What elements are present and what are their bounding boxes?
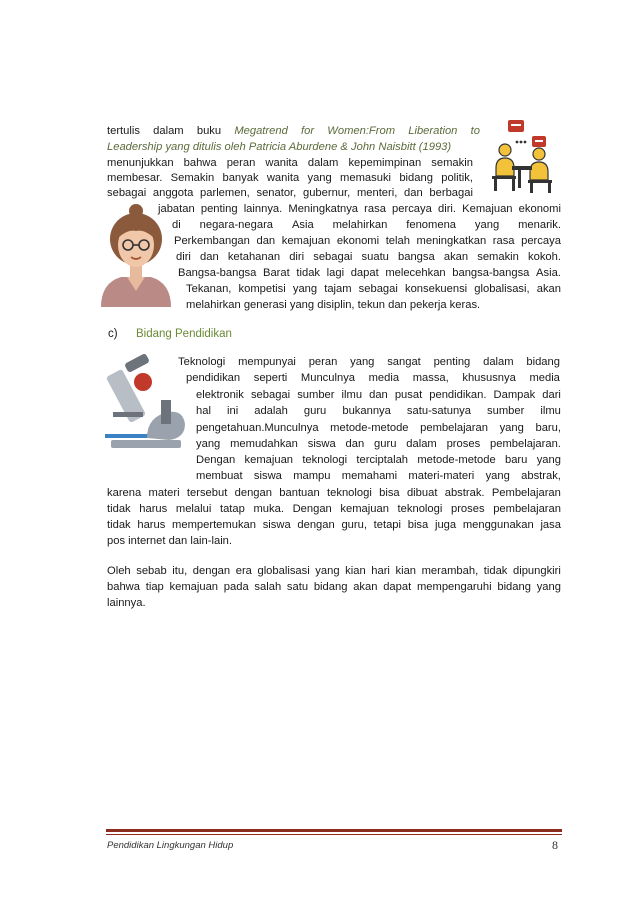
p2-line-11: tidak harus mempertemukan siswa dengan guru, tetapi bisa juga menggunakan jasa xyxy=(107,519,561,531)
p2-line-4: hal ini adalah guru bukannya satu-satunya sumber ilmu xyxy=(196,405,561,417)
footer-rule-thin xyxy=(106,834,562,835)
p3-line-3: lainnya. xyxy=(107,597,146,609)
p2-line-3: elektronik sebagai sumber ilmu dan pusat pendidikan. Dampak dari xyxy=(196,389,561,401)
p1-line-1: tertulis dalam buku Megatrend for Women:From Liberation to xyxy=(107,125,480,137)
p1-line-4: membesar. Semakin banyak wanita yang memasuki bidang politik, xyxy=(107,172,473,184)
p2-line-6: yang memudahkan siswa dan guru dalam proses pembelajaran. xyxy=(196,438,561,450)
p2-line-9: karena materi tersebut dengan bantuan teknologi bisa dibuat abstrak. Pembelajaran xyxy=(107,487,561,499)
p2-line-2: pendidikan seperti Munculnya media massa, khususnya media xyxy=(186,372,560,384)
p2-line-7: Dengan kemajuan teknologi terciptalah metode-metode baru yang xyxy=(196,454,561,466)
footer-title: Pendidikan Lingkungan Hidup xyxy=(107,840,234,851)
p1-line-7: di negara-negara Asia melahirkan fenomena yang menarik. xyxy=(172,219,561,231)
p2-line-5: pengetahuan.Munculnya metode-metode pembelajaran yang baru, xyxy=(196,422,561,434)
p1-line-5: sebagai anggota parlemen, senator, gubernur, menteri, dan berbagai xyxy=(107,187,473,199)
p1-line-2: Leadership yang ditulis oleh Patricia Aburdene & John Naisbitt (1993) xyxy=(107,141,452,153)
woman-avatar-icon xyxy=(97,203,175,309)
p1-line-8: Perkembangan dan kemajuan ekonomi telah meningkatkan rasa percaya xyxy=(174,235,561,247)
p1-line-11: Tekanan, kompetisi yang tajam sebagai konsekuensi globalisasi, akan xyxy=(186,283,561,295)
section-title: Bidang Pendidikan xyxy=(136,328,232,340)
p1-line-12: melahirkan generasi yang disiplin, tekun dan pekerja keras. xyxy=(186,299,481,311)
p1-line-9: diri dan ketahanan diri sebagai suatu bangsa akan semakin kokoh. xyxy=(176,251,561,263)
p3-line-2: bahwa tiap kemajuan pada salah satu bidang akan dapat mempengaruhi bidang yang xyxy=(107,581,561,593)
p2-line-8: membuat siswa mampu memahami materi-materi yang abstrak, xyxy=(196,470,561,482)
p1-line-3: menunjukkan bahwa peran wanita dalam kepemimpinan semakin xyxy=(107,157,473,169)
p2-line-1: Teknologi mempunyai peran yang sangat penting dalam bidang xyxy=(178,356,560,368)
p1-line-10: Bangsa-bangsa Barat tidak lagi dapat melecehkan bangsa-bangsa Asia. xyxy=(178,267,561,279)
meeting-icon xyxy=(486,118,558,196)
p2-line-10: tidak harus melalui tatap muka. Dengan kemajuan teknologi proses pembelajaran xyxy=(107,503,561,515)
page-number: 8 xyxy=(552,838,558,852)
footer-rule-thick xyxy=(106,829,562,832)
section-letter: c) xyxy=(108,328,118,340)
p2-line-12: pos internet dan lain-lain. xyxy=(107,535,233,547)
p3-line-1: Oleh sebab itu, dengan era globalisasi yang kian hari kian merambah, tidak dipungkiri xyxy=(107,565,561,577)
p1-line-6: jabatan penting lainnya. Meningkatnya rasa percaya diri. Kemajuan ekonomi xyxy=(158,203,561,215)
